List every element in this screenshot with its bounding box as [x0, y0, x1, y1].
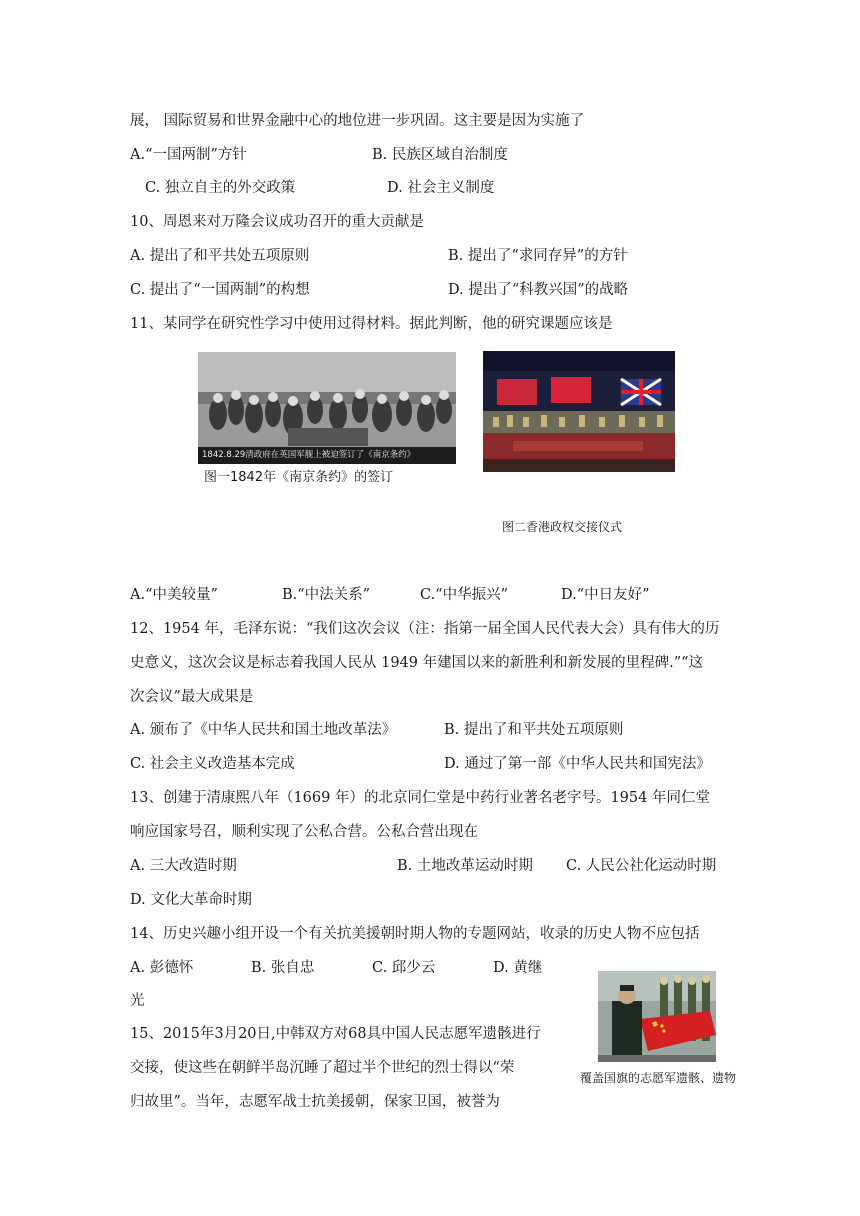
q14-stem: 14、历史兴趣小组开设一个有关抗美援朝时期人物的专题网站，收录的历史人物不应包括: [130, 926, 700, 942]
q10-stem: 10、周恩来对万隆会议成功召开的重大贡献是: [130, 214, 424, 230]
q11-option-d: D.“中日友好”: [561, 587, 650, 603]
q14-option-a: A. 彭德怀: [130, 960, 194, 976]
q10-option-a: A. 提出了和平共处五项原则: [130, 248, 310, 264]
q9-stem-continuation: 展， 国际贸易和世界金融中心的地位进一步巩固。这主要是因为实施了: [130, 113, 585, 129]
treaty-signing-photo: [198, 352, 456, 464]
q11-option-c: C.“中华振兴”: [420, 587, 509, 603]
q14-option-c: C. 邱少云: [372, 960, 436, 976]
q12-stem-line-3: 次会议”最大成果是: [130, 689, 254, 705]
q12-stem-line-2: 史意义，这次会议是标志着我国人民从 1949 年建国以来的新胜利和新发展的里程碑.”“这: [130, 655, 704, 671]
q13-option-c: C. 人民公社化运动时期: [566, 858, 717, 874]
q11-option-a: A.“中美较量”: [130, 587, 218, 603]
hong-kong-handover-photo: [483, 351, 675, 472]
q10-option-b: B. 提出了“求同存异”的方针: [448, 248, 628, 264]
q13-stem-line-1: 13、创建于清康熙八年（1669 年）的北京同仁堂是中药行业著名老字号。1954 年同仁堂: [130, 790, 710, 806]
q15-stem-line-3: 归故里”。当年，志愿军战士抗美援朝，保家卫国，被誉为: [130, 1094, 500, 1110]
volunteer-remains-photo: [598, 971, 716, 1062]
q13-option-b: B. 土地改革运动时期: [397, 858, 533, 874]
q9-option-b: B. 民族区域自治制度: [372, 147, 508, 163]
q11-stem: 11、某同学在研究性学习中使用过得材料。据此判断，他的研究课题应该是: [130, 316, 613, 332]
q15-stem-line-1: 15、2015年3月20日,中韩双方对68具中国人民志愿军遗骸进行: [130, 1026, 541, 1042]
q12-option-a: A. 颁布了《中华人民共和国土地改革法》: [130, 722, 397, 738]
q14-option-b: B. 张自忠: [251, 960, 315, 976]
q13-stem-line-2: 响应国家号召，顺利实现了公私合营。公私合营出现在: [130, 824, 478, 840]
q9-option-a: A.“一国两制”方针: [130, 147, 247, 163]
q12-option-b: B. 提出了和平共处五项原则: [444, 722, 624, 738]
figure-2-caption: 图二香港政权交接仪式: [502, 520, 623, 534]
q11-option-b: B.“中法关系”: [282, 587, 371, 603]
q9-option-c: C. 独立自主的外交政策: [145, 180, 296, 196]
q12-stem-line-1: 12、1954 年，毛泽东说：“我们这次会议（注：指第一届全国人民代表大会）具有伟大的历: [130, 621, 720, 637]
q14-option-d: D. 黄继: [493, 960, 543, 976]
q10-option-d: D. 提出了“科教兴国”的战略: [448, 282, 629, 298]
q13-option-d: D. 文化大革命时期: [130, 892, 252, 908]
q9-option-d: D. 社会主义制度: [387, 180, 495, 196]
treaty-photo-inner-caption: 1842.8.29清政府在英国军舰上被迫签订了《南京条约》: [202, 450, 416, 460]
q12-option-d: D. 通过了第一部《中华人民共和国宪法》: [444, 756, 711, 772]
q10-option-c: C. 提出了“一国两制”的构想: [130, 282, 310, 298]
q13-option-a: A. 三大改造时期: [130, 858, 237, 874]
q15-stem-line-2: 交接，使这些在朝鲜半岛沉睡了超过半个世纪的烈士得以“荣: [130, 1060, 515, 1076]
q14-option-d-continuation: 光: [130, 993, 145, 1009]
volunteer-photo-caption: 覆盖国旗的志愿军遗骸、遗物: [580, 1071, 737, 1085]
figure-1-caption: 图一1842年《南京条约》的签订: [204, 470, 394, 485]
q12-option-c: C. 社会主义改造基本完成: [130, 756, 295, 772]
